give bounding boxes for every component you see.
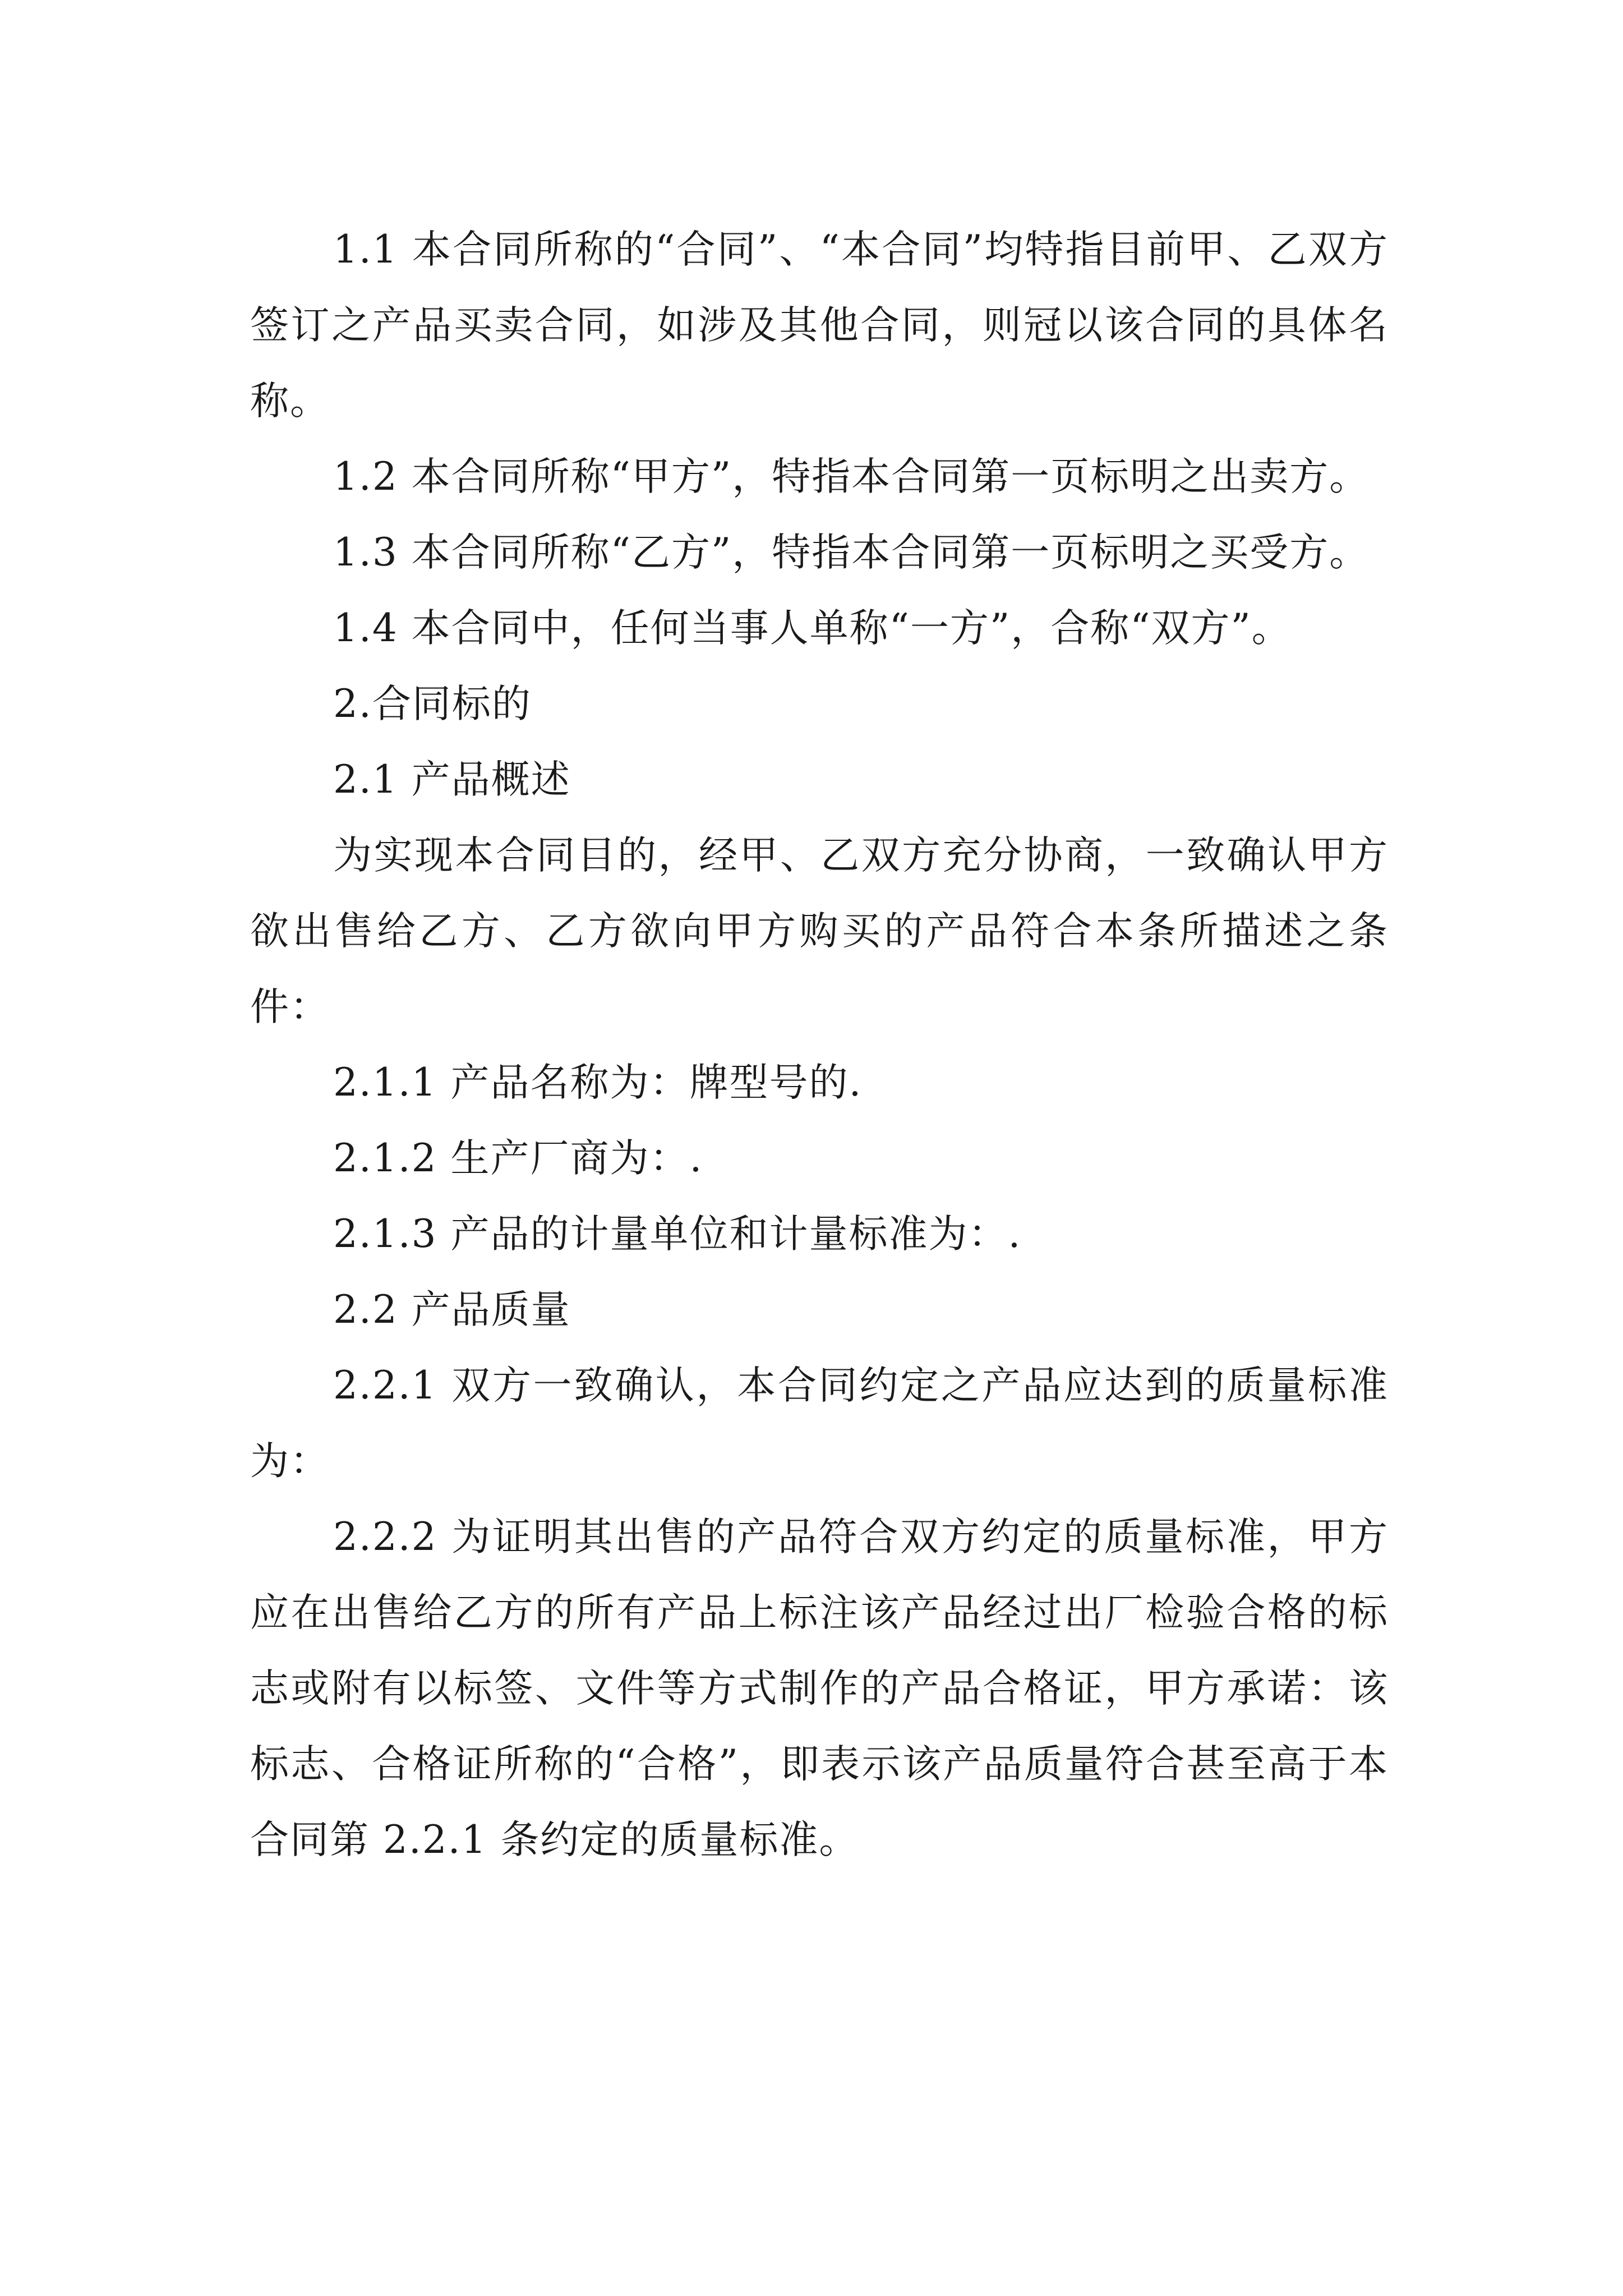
paragraph-1-2: 1.2 本合同所称“甲方”，特指本合同第一页标明之出卖方。 bbox=[333, 454, 1370, 499]
paragraph-1-4: 1.4 本合同中，任何当事人单称“一方”，合称“双方”。 bbox=[333, 606, 1292, 651]
paragraph-2-1-1: 2.1.1 产品名称为：牌型号的. bbox=[333, 1060, 863, 1105]
paragraph-1-3: 1.3 本合同所称“乙方”，特指本合同第一页标明之买受方。 bbox=[333, 530, 1370, 575]
paragraph-2-1-intro: 为实现本合同目的，经甲、乙双方充分协商，一致确认甲方欲出售给乙方、乙方欲向甲方购买的产品符合本条所描述之条件： bbox=[250, 833, 1389, 1029]
document-body bbox=[250, 212, 1389, 1878]
paragraph-2-2-2: 2.2.2 为证明其出售的产品符合双方约定的质量标准，甲方应在出售给乙方的所有产品上标注该产品经过出厂检验合格的标志或附有以标签、文件等方式制作的产品合格证，甲方承诺：该标志、合格证所称的“合格”，即表示该产品质量符合甚至高于本合同第 2.2.1 条约定的质量标准。 bbox=[250, 1515, 1389, 1862]
paragraph-2-2-1: 2.2.1 双方一致确认，本合同约定之产品应达到的质量标准为： bbox=[250, 1363, 1389, 1484]
section-heading-2: 2.合同标的 bbox=[333, 682, 532, 726]
paragraph-2-1-3: 2.1.3 产品的计量单位和计量标准为：. bbox=[333, 1212, 1022, 1257]
subsection-heading-2-1: 2.1 产品概述 bbox=[333, 757, 571, 802]
paragraph-2-1-2: 2.1.2 生产厂商为：. bbox=[333, 1136, 703, 1181]
paragraph-1-1: 1.1 本合同所称的“合同”、“本合同”均特指目前甲、乙双方签订之产品买卖合同，如涉及其他合同，则冠以该合同的具体名称。 bbox=[250, 227, 1389, 424]
subsection-heading-2-2: 2.2 产品质量 bbox=[333, 1287, 571, 1332]
